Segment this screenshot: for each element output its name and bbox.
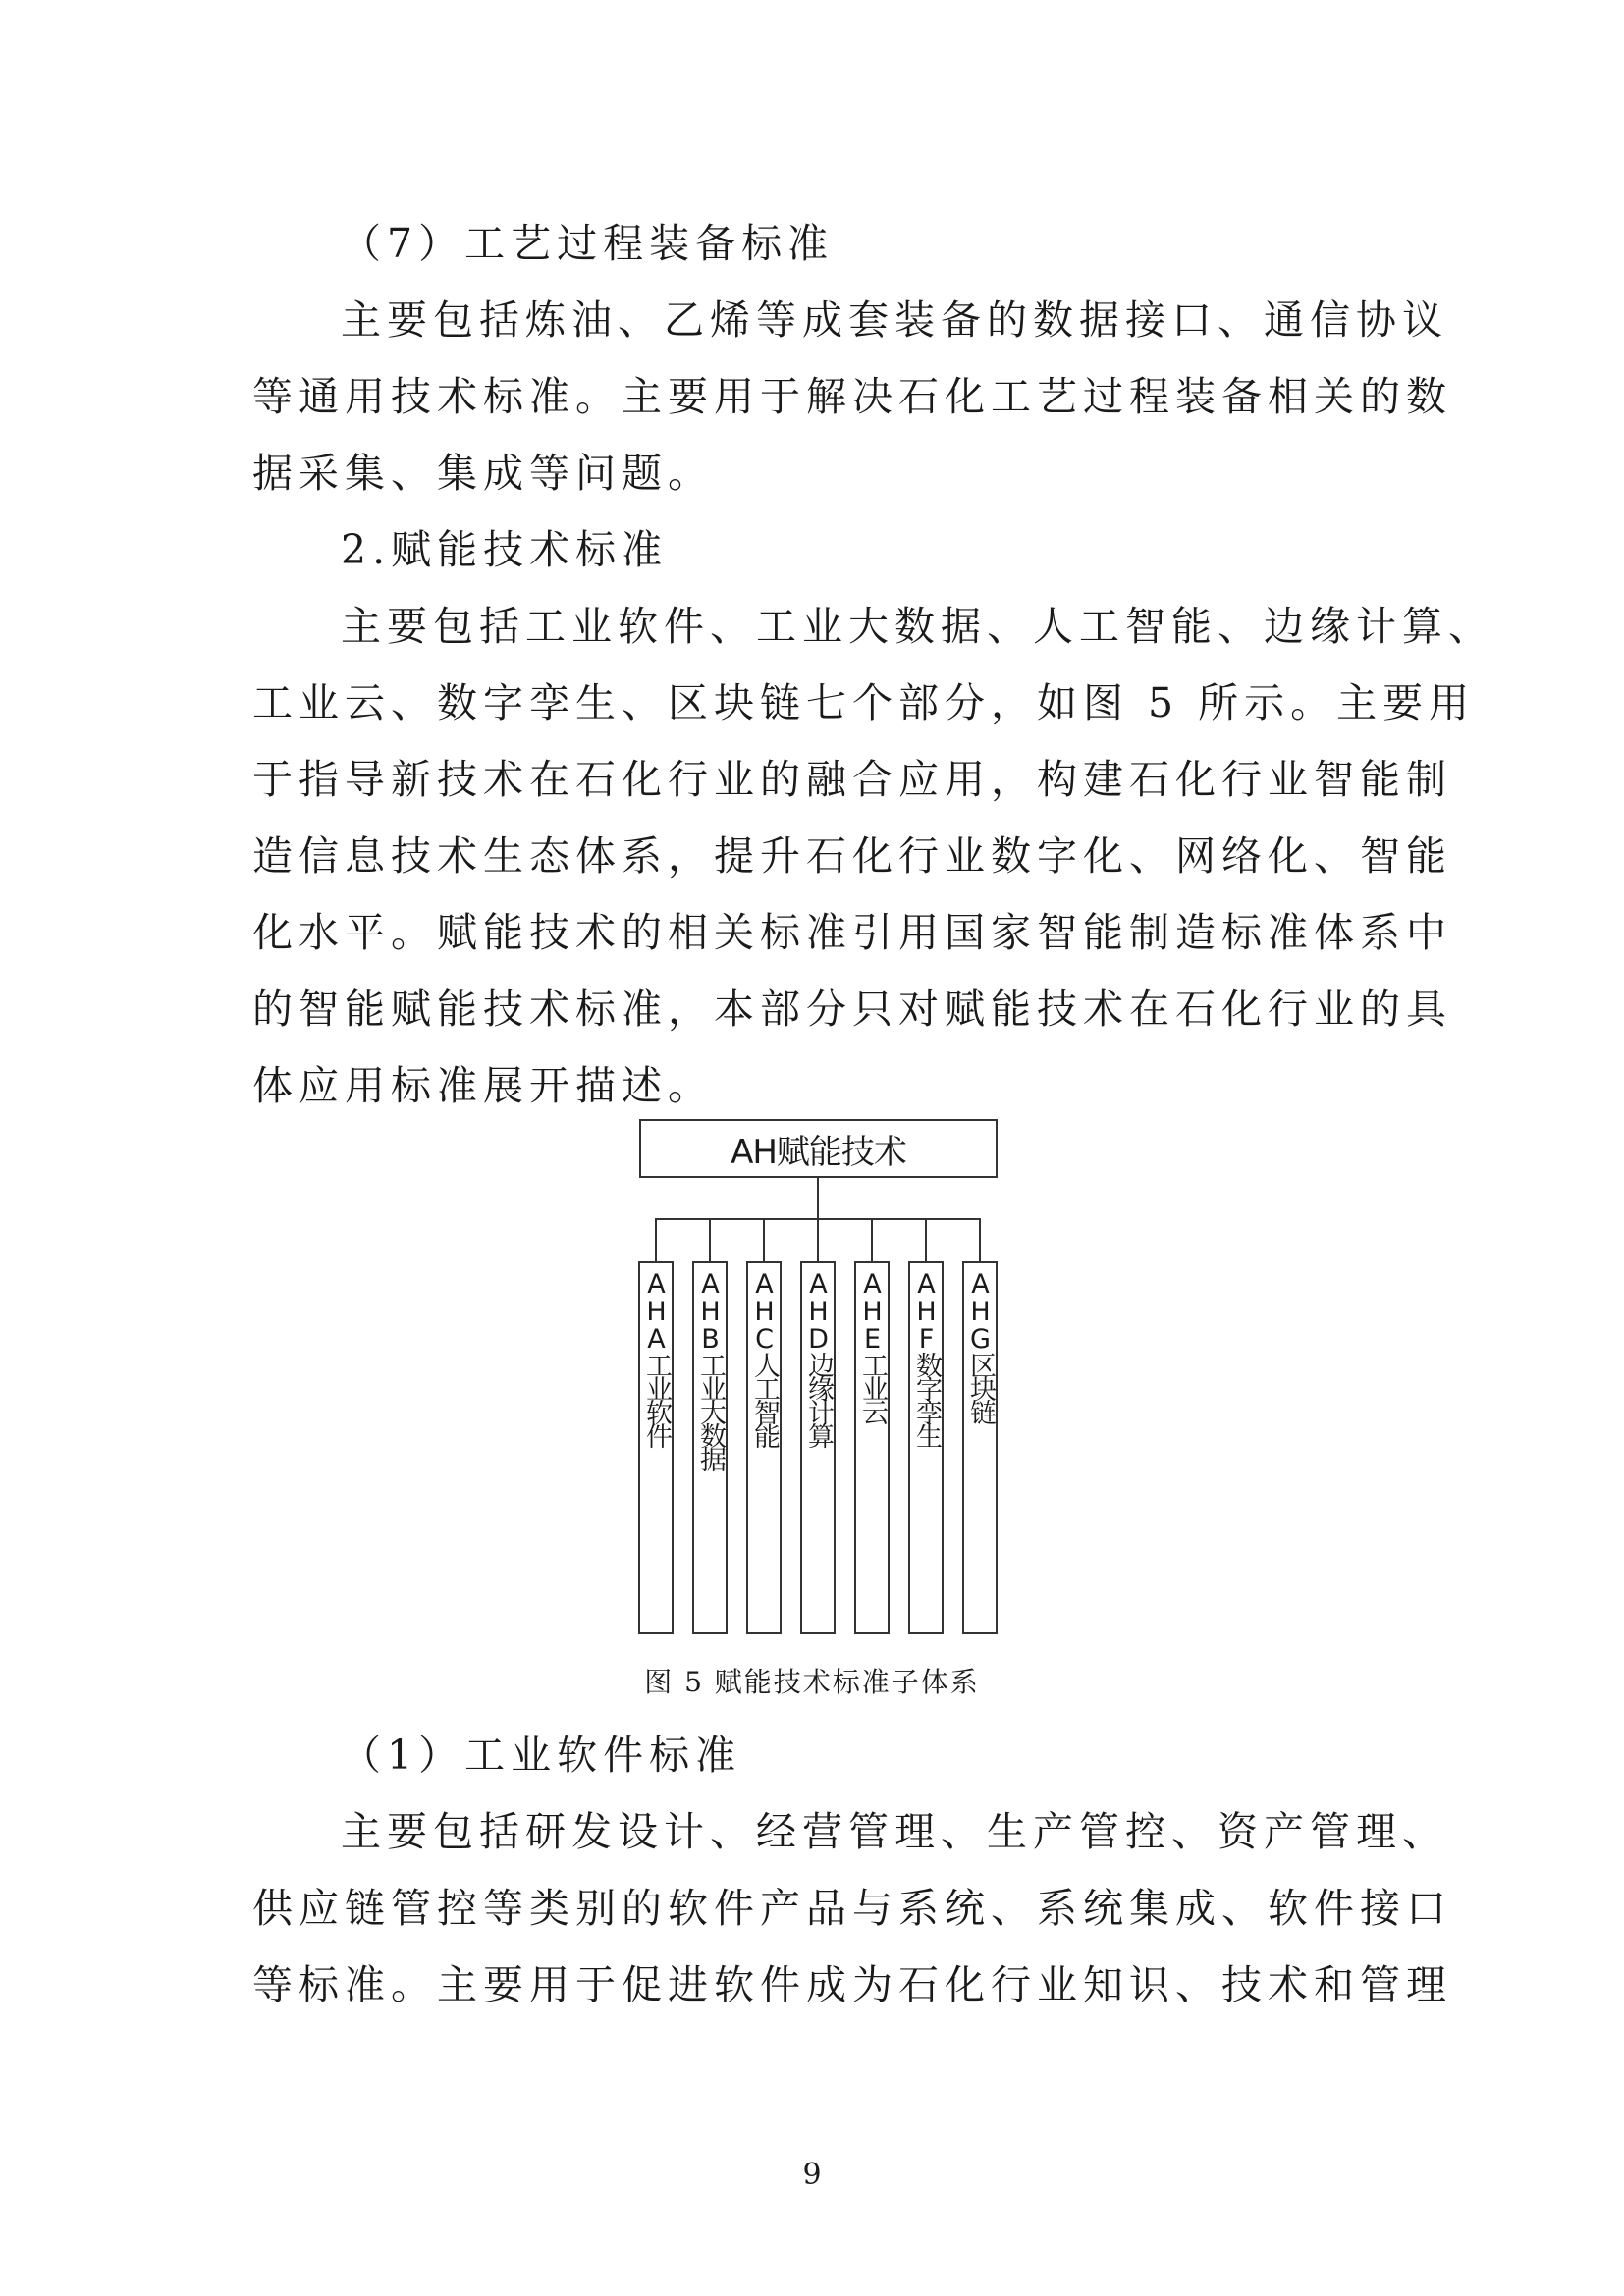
leaf-label: AHG区块链 xyxy=(965,1269,996,1422)
leaf-label: AHF数字孪生 xyxy=(911,1269,942,1446)
paragraph-line: 主要包括工业软件、工业大数据、人工智能、边缘计算、 xyxy=(341,603,1494,650)
diagram-leaf-edge-computing xyxy=(800,1261,836,1634)
leaf-label: AHA工业软件 xyxy=(641,1269,672,1446)
connector-line xyxy=(817,1178,819,1219)
paragraph-line: 主要包括研发设计、经营管理、生产管控、资产管理、 xyxy=(341,1808,1448,1855)
diagram-leaf-blockchain xyxy=(962,1261,998,1634)
paragraph-line: 等标准。主要用于促进软件成为石化行业知识、技术和管理 xyxy=(252,1961,1452,2008)
connector-line xyxy=(763,1218,765,1261)
diagram-root-box: AH赋能技术 xyxy=(639,1119,998,1178)
paragraph-line: 化水平。赋能技术的相关标准引用国家智能制造标准体系中 xyxy=(252,909,1452,956)
paragraph-line: 工业云、数字孪生、区块链七个部分，如图 5 所示。主要用 xyxy=(252,679,1476,726)
enabling-tech-diagram xyxy=(628,1119,1021,1639)
heading-enabling-tech: 2.赋能技术标准 xyxy=(341,526,669,573)
paragraph-line: 体应用标准展开描述。 xyxy=(252,1062,714,1109)
paragraph-line: 据采集、集成等问题。 xyxy=(252,450,714,497)
leaf-label: AHB工业大数据 xyxy=(695,1269,726,1469)
heading-industrial-software: （1）工业软件标准 xyxy=(341,1732,742,1779)
paragraph-line: 于指导新技术在石化行业的融合应用，构建石化行业智能制 xyxy=(252,756,1452,803)
connector-line xyxy=(979,1218,981,1261)
diagram-leaf-ai xyxy=(746,1261,782,1634)
paragraph-line: 主要包括炼油、乙烯等成套装备的数据接口、通信协议 xyxy=(341,296,1448,344)
diagram-leaf-industrial-cloud xyxy=(854,1261,890,1634)
paragraph-line: 等通用技术标准。主要用于解决石化工艺过程装备相关的数 xyxy=(252,373,1452,420)
diagram-leaf-industrial-software xyxy=(638,1261,674,1634)
diagram-leaf-industrial-big-data xyxy=(692,1261,728,1634)
paragraph-line: 供应链管控等类别的软件产品与系统、系统集成、软件接口 xyxy=(252,1885,1452,1932)
leaf-label: AHE工业云 xyxy=(857,1269,888,1422)
paragraph-line: 的智能赋能技术标准，本部分只对赋能技术在石化行业的具 xyxy=(252,986,1452,1033)
connector-line xyxy=(817,1218,819,1261)
connector-line xyxy=(655,1218,657,1261)
paragraph-line: 造信息技术生态体系，提升石化行业数字化、网络化、智能 xyxy=(252,832,1452,880)
figure-caption: 图 5 赋能技术标准子体系 xyxy=(644,1666,980,1698)
heading-process-equipment: （7）工艺过程装备标准 xyxy=(341,220,835,267)
connector-line xyxy=(709,1218,711,1261)
leaf-label: AHD边缘计算 xyxy=(803,1269,834,1446)
connector-line xyxy=(871,1218,873,1261)
connector-line xyxy=(925,1218,927,1261)
diagram-leaf-digital-twin xyxy=(908,1261,944,1634)
leaf-label: AHC人工智能 xyxy=(749,1269,780,1446)
page-number: 9 xyxy=(802,2158,822,2192)
